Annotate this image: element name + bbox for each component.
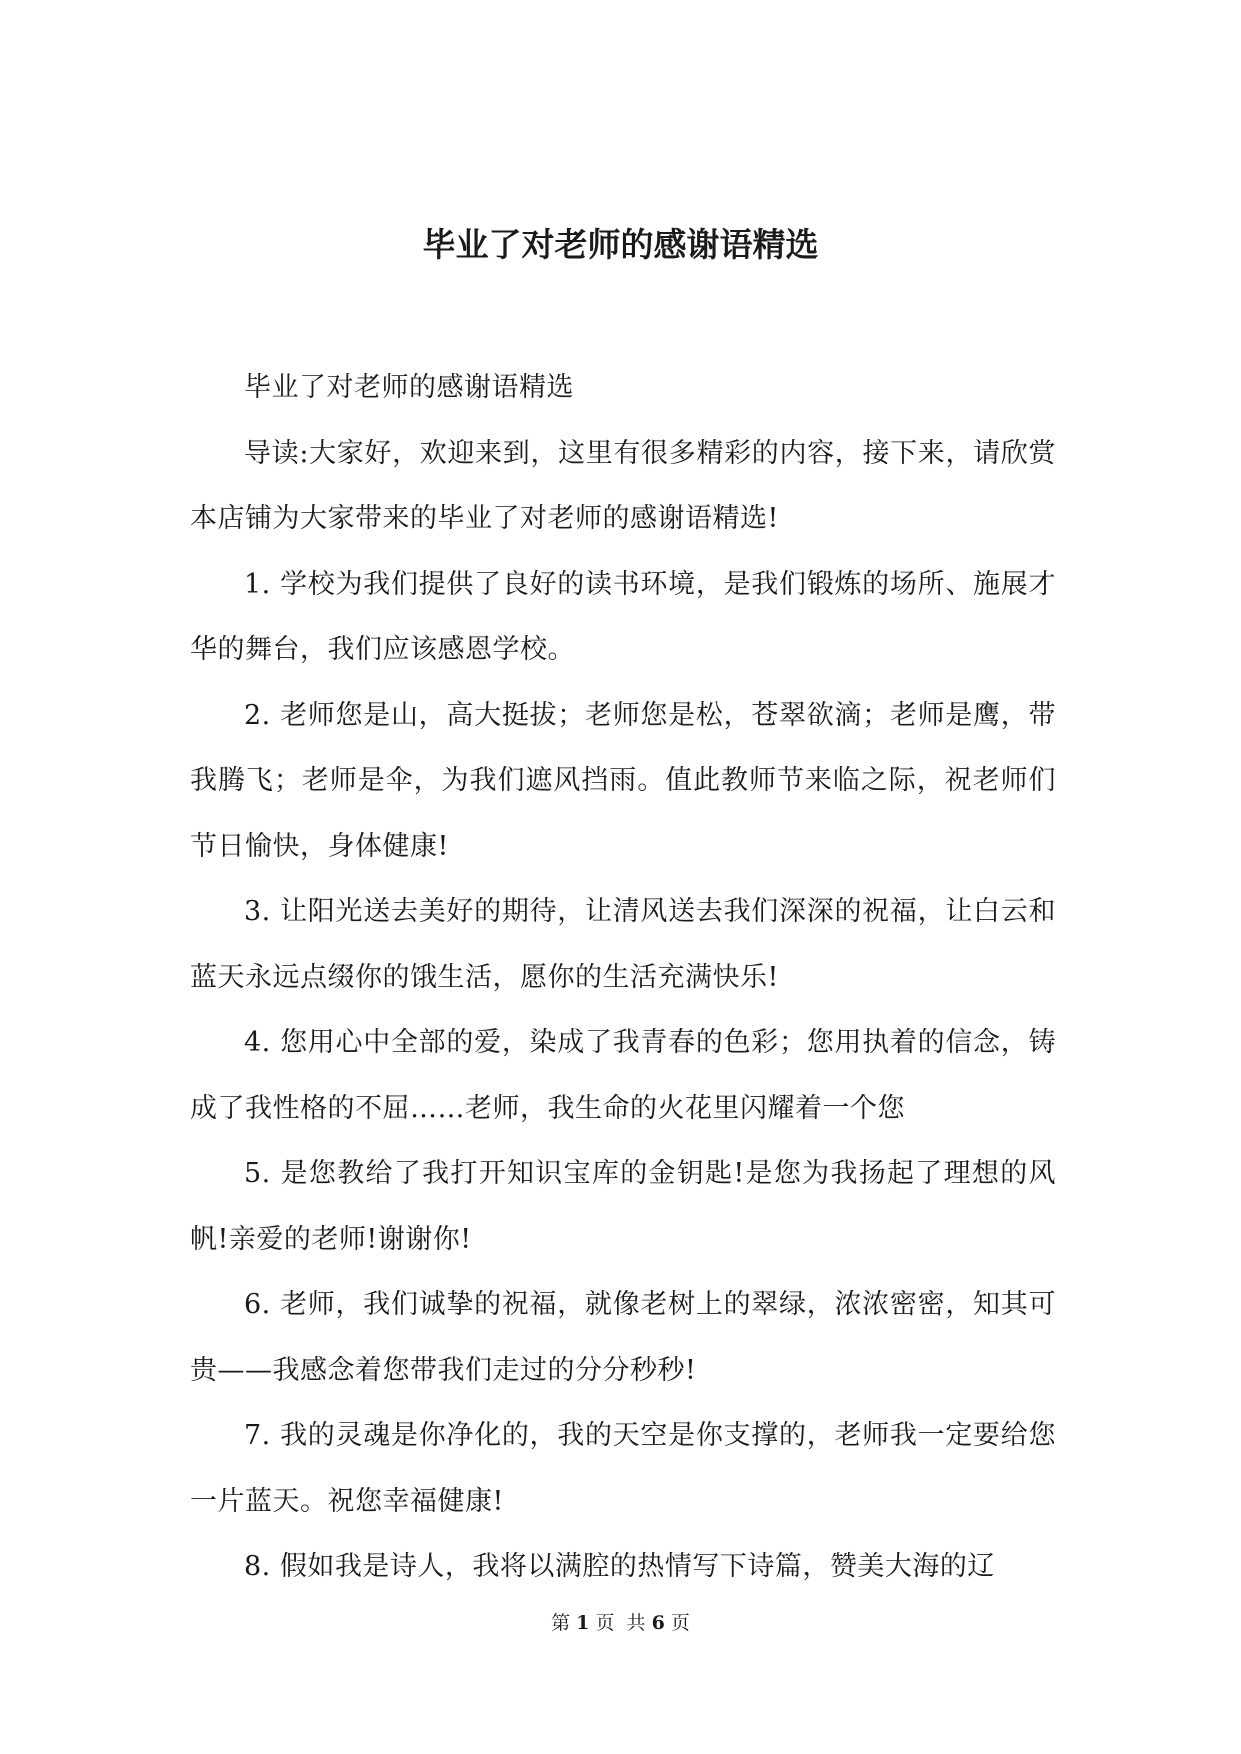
paragraph-item-4: 4. 您用心中全部的爱，染成了我青春的色彩；您用执着的信念，铸成了我性格的不屈……老师，我生命的火花里闪耀着一个您 [190, 1027, 1056, 1124]
footer-middle: 页 共 [595, 1612, 646, 1634]
document-body [190, 355, 1056, 1600]
paragraph-item-3: 3. 让阳光送去美好的期待，让清风送去我们深深的祝福，让白云和蓝天永远点缀你的饿生活，愿你的生活充满快乐! [190, 896, 1056, 993]
paragraph-intro: 导读:大家好，欢迎来到，这里有很多精彩的内容，接下来，请欣赏本店铺为大家带来的毕业了对老师的感谢语精选! [190, 437, 1056, 534]
paragraph-item-2: 2. 老师您是山，高大挺拔；老师您是松，苍翠欲滴；老师是鹰，带我腾飞；老师是伞，为我们遮风挡雨。值此教师节来临之际，祝老师们节日愉快，身体健康! [190, 699, 1056, 862]
paragraph-item-7: 7. 我的灵魂是你净化的，我的天空是你支撑的，老师我一定要给您一片蓝天。祝您幸福健康! [190, 1420, 1056, 1517]
document-title: 毕业了对老师的感谢语精选 [422, 225, 819, 264]
footer-page-number: 1 [576, 1612, 590, 1634]
footer-suffix: 页 [670, 1612, 690, 1634]
paragraph-item-6: 6. 老师，我们诚挚的祝福，就像老树上的翠绿，浓浓密密，知其可贵——我感念着您带我们走过的分分秒秒! [190, 1289, 1056, 1386]
footer-prefix: 第 [551, 1612, 571, 1634]
paragraph-item-8: 8. 假如我是诗人，我将以满腔的热情写下诗篇，赞美大海的辽 [244, 1551, 995, 1582]
paragraph-subtitle: 毕业了对老师的感谢语精选 [244, 372, 574, 403]
page-footer [0, 1610, 1241, 1636]
footer-total-pages: 6 [651, 1612, 665, 1634]
paragraph-item-5: 5. 是您教给了我打开知识宝库的金钥匙!是您为我扬起了理想的风帆!亲爱的老师!谢谢你! [190, 1158, 1056, 1255]
paragraph-item-1: 1. 学校为我们提供了良好的读书环境，是我们锻炼的场所、施展才华的舞台，我们应该感恩学校。 [190, 568, 1056, 665]
